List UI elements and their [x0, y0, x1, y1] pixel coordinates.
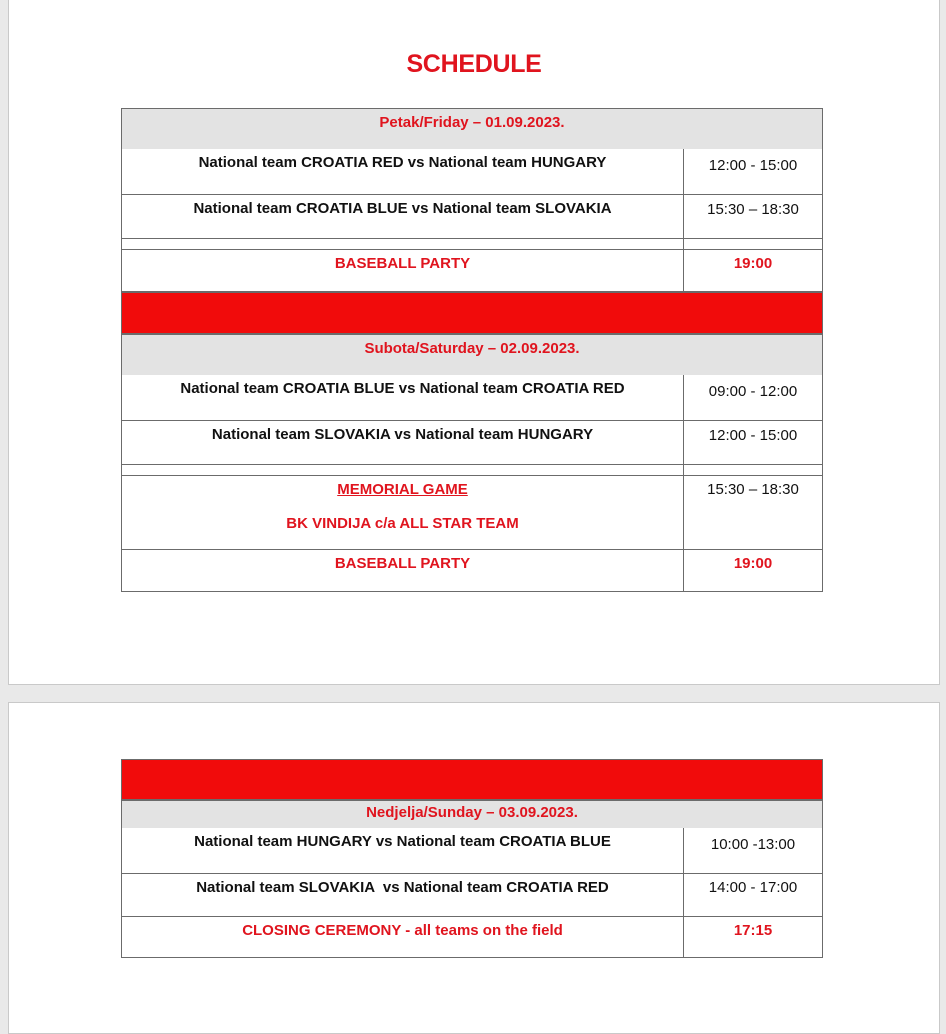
match-cell: National team CROATIA BLUE vs National team SLOVAKIA: [122, 195, 684, 238]
spacer-row: [121, 465, 823, 476]
event-cell: BASEBALL PARTY: [122, 550, 684, 591]
time-cell: 09:00 - 12:00: [708, 383, 798, 400]
time-cell: 15:30 – 18:30: [707, 201, 799, 218]
table-row: [121, 149, 823, 195]
match-cell: National team CROATIA RED vs National team HUNGARY: [122, 149, 684, 194]
time-cell: 12:00 - 15:00: [708, 157, 798, 174]
table-row-memorial: [121, 476, 823, 550]
memorial-cell: [122, 476, 684, 549]
event-cell: CLOSING CEREMONY - all teams on the field: [122, 917, 684, 957]
table-row: [121, 550, 823, 592]
memorial-title: MEMORIAL GAME: [337, 481, 468, 498]
schedule-table-sunday: [121, 759, 823, 959]
event-cell: BASEBALL PARTY: [122, 250, 684, 291]
day-header-friday: [121, 108, 823, 149]
time-cell: 12:00 - 15:00: [708, 427, 798, 444]
table-row: [121, 375, 823, 421]
spacer-cell: [122, 465, 684, 475]
table-row: [121, 195, 823, 239]
event-time-cell: 17:15: [733, 922, 773, 939]
separator-band: [121, 292, 823, 334]
page-title: SCHEDULE: [406, 50, 542, 78]
event-time-cell: 19:00: [733, 555, 773, 572]
memorial-subtitle: BK VINDIJA c/a ALL STAR TEAM: [286, 515, 519, 532]
day-header-saturday: [121, 334, 823, 375]
day-header-sunday: [121, 800, 823, 828]
time-cell: 10:00 -13:00: [710, 836, 796, 853]
document-page-2: [8, 702, 940, 1034]
table-row: [121, 917, 823, 958]
schedule-table: [121, 108, 823, 592]
match-cell: National team SLOVAKIA vs National team HUNGARY: [122, 421, 684, 464]
match-cell: National team HUNGARY vs National team CROATIA BLUE: [122, 828, 684, 873]
day-date: Subota/Saturday – 02.09.2023.: [364, 340, 580, 357]
event-time-cell: 19:00: [733, 255, 773, 272]
table-row: [121, 874, 823, 917]
table-row: [121, 828, 823, 874]
table-row: [121, 421, 823, 465]
match-cell: National team SLOVAKIA vs National team CROATIA RED: [122, 874, 684, 916]
separator-band: [121, 759, 823, 800]
table-row: [121, 250, 823, 292]
day-date: Petak/Friday – 01.09.2023.: [379, 114, 565, 131]
time-cell: 14:00 - 17:00: [708, 879, 798, 896]
day-date: Nedjelja/Sunday – 03.09.2023.: [366, 804, 578, 821]
spacer-row: [121, 239, 823, 250]
document-page-1: [8, 0, 940, 685]
match-cell: National team CROATIA BLUE vs National team CROATIA RED: [122, 375, 684, 420]
spacer-cell: [122, 239, 684, 249]
time-cell: 15:30 – 18:30: [707, 481, 799, 498]
